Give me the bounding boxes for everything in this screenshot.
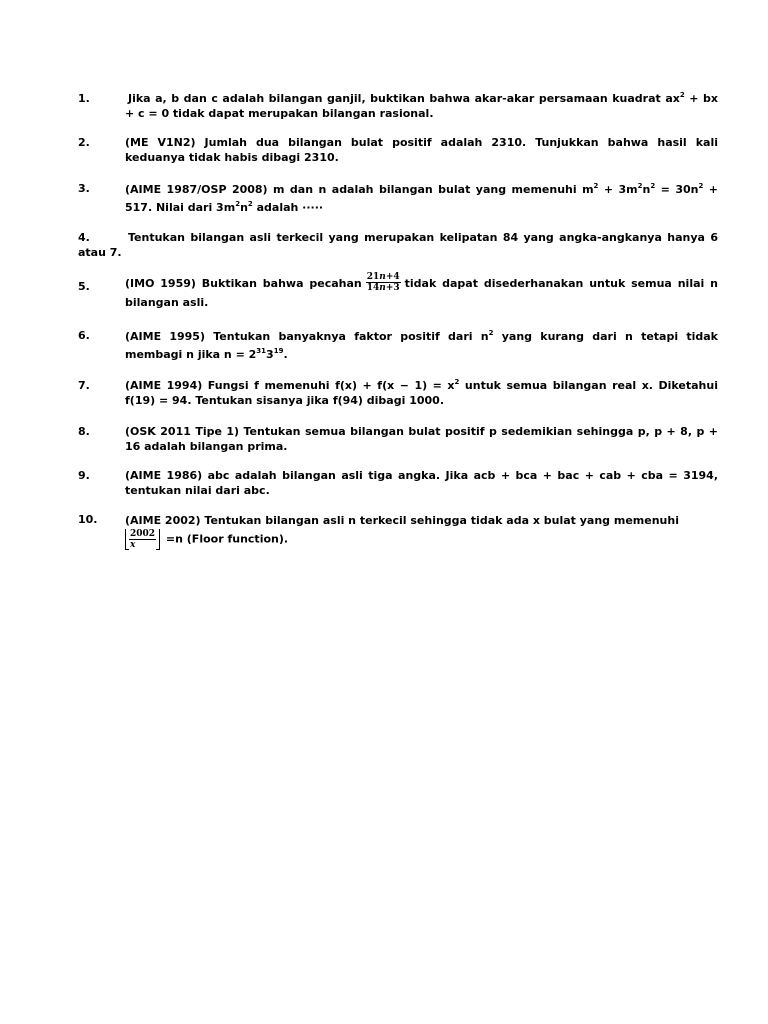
problem-text: (ME V1N2) Jumlah dua bilangan bulat positif adalah 2310. Tunjukkan bahwa hasil kali keduanya tidak habis dibagi 2310. [125,136,718,164]
problem-text: (IMO 1959) Buktikan bahwa pecahan $\frac{21n+4}{14n+3}$ tidak dapat disederhanakan untuk semua nilai n bilangan asli. [125,271,718,309]
problem-number: 10. [78,513,98,526]
problem-text: (AIME 1986) abc adalah bilangan asli tiga angka. Jika acb + bca + bac + cab + cba = 3194, tentukan nilai dari abc. [125,469,718,497]
problem-number: 1. [78,92,90,105]
problem-9 [78,468,718,498]
problem-10 [78,512,718,550]
problem-text: (AIME 2002) Tentukan bilangan asli n terkecil sehingga tidak ada x bulat yang memenuhi $\frac{2002}{x}$ =n (Floor function). [125,514,679,550]
problem-number: 7. [78,379,90,392]
problem-number: 5. [78,280,90,293]
problem-number: 9. [78,469,90,482]
problem-number: 2. [78,136,90,149]
problem-text: (AIME 1994) Fungsi f memenuhi $f(x) + f(x - 1) = x^2$ untuk semua bilangan real x. Diketahui f(19) = 94. Tentukan sisanya jika f(94) dibagi 1000. [125,378,718,407]
problem-8 [78,424,718,454]
problem-6 [78,328,718,364]
problem-text: (AIME 1995) Tentukan banyaknya faktor positif dari $n^2$ yang kurang dari n tetapi tidak membagi n jika $n = 2^{31}3^{19}$. [125,329,718,361]
problem-text: (AIME 1987/OSP 2008) m dan n adalah bilangan bulat yang memenuhi $m^2 + 3m^2n^2 = 30n^2 + 517$. Nilai dari $3m^2n^2$ adalah ····· [125,182,719,214]
floor-brackets [125,529,160,550]
problem-7 [78,378,718,408]
problem-2 [78,135,718,165]
problem-5 [78,271,718,312]
problem-text: Jika a, b dan c adalah bilangan ganjil, buktikan bahwa akar-akar persamaan kuadrat $ax^2$ + bx + c = 0 tidak dapat merupakan bilangan rasional. [125,91,718,120]
problem-4 [78,230,718,260]
problem-3 [78,181,718,217]
problem-number: 8. [78,425,90,438]
problem-text: (OSK 2011 Tipe 1) Tentukan semua bilangan bulat positif p sedemikian sehingga p, p + 8, p + 16 adalah bilangan prima. [125,425,718,453]
problem-number: 4. [78,231,90,244]
fraction-2002-over-x: $\frac{2002}{x}$ [130,529,156,550]
problem-number: 3. [78,182,90,195]
problem-number: 6. [78,329,90,342]
problem-1 [78,91,718,121]
fraction-21n4-over-14n3: $\frac{21n+4}{14n+3}$ [366,271,400,293]
problem-text: 4. Tentukan bilangan asli terkecil yang merupakan kelipatan 84 yang angka-angkanya hanya 6 atau 7. [78,231,718,259]
